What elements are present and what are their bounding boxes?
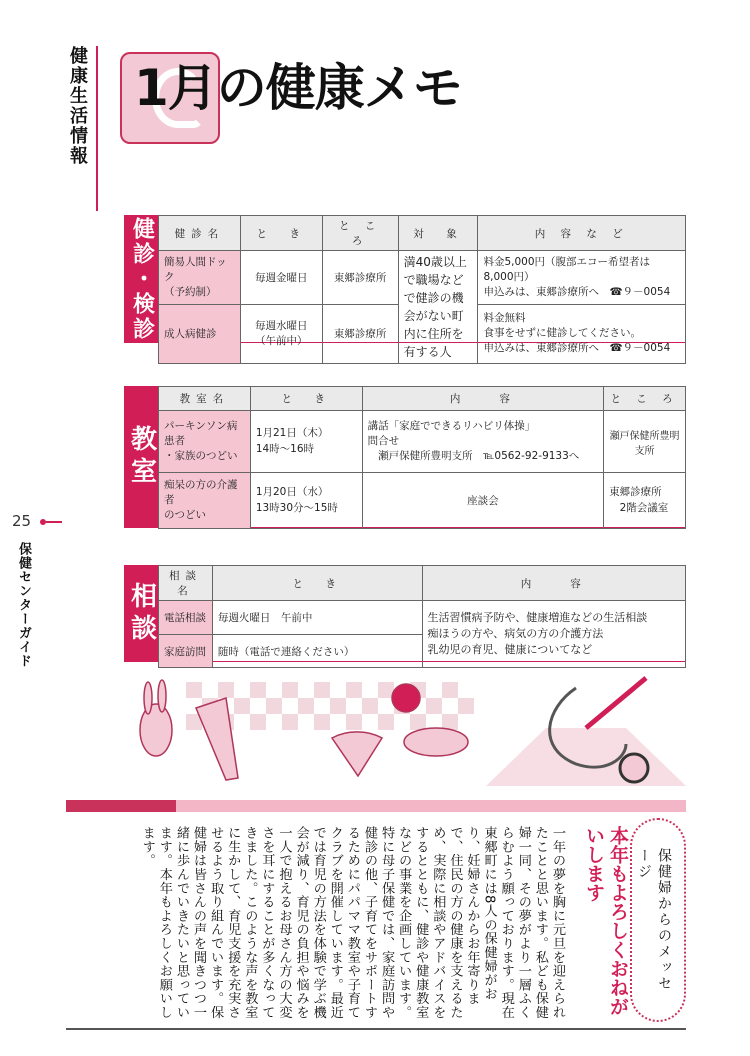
classroom-content: 座談会 [362, 473, 604, 529]
checkup-target: 満40歳以上で職場などで健診の機会がない町内に住所を有する人 [398, 251, 478, 364]
side-section-title: 健康生活情報 [67, 46, 88, 166]
checkup-header-content: 内 容 な ど [478, 216, 686, 251]
table-row [159, 411, 686, 473]
new-year-illustration [66, 668, 686, 798]
checkup-section-label: 健診・検診 [125, 216, 159, 342]
classroom-name: 痴呆の方の介護者 のつどい [159, 473, 251, 529]
table-row [159, 251, 686, 305]
classroom-header-name: 教室名 [159, 387, 251, 411]
side-rule [96, 46, 98, 211]
message-heading: 保健婦からのメッセージ [636, 848, 672, 992]
consult-header-content: 内 容 [422, 566, 686, 601]
message-body: 一年の夢を胸に元旦を迎えられたことと思います。私ども保健婦一同、その夢がより一層ふくらむよう願っております。現在東郷町には8人の保健婦がおり、妊婦さんからお年寄りまで、住民の方の健康を支えるため、実際に相談やアドバイスをするとともに、健診や健康教室などの事業を企画しています。特に母子保健では、家庭訪問や健診の他、子育てをサポートするためにパパママ教室や子育てクラブを開催しています。最近では育児の方法を体験で学ぶ機会が減り、育児の負担や悩みを一人で抱えるお母さん方の大変さを耳にすることが多くなってきました。このような声を教室に生かして、育児支援を充実させるよう取り組んでいます。保健婦は皆さんの声を聞きつつ一緒に歩んでいきたいと思っています。本年もよろしくお願いします。 [139, 826, 565, 1020]
page-marker-line [46, 521, 62, 523]
checkup-table [158, 215, 686, 364]
consult-name: 家庭訪問 [159, 635, 213, 668]
consult-name: 電話相談 [159, 601, 213, 635]
classroom-name: パーキンソン病患者 ・家族のつどい [159, 411, 251, 473]
consult-table [158, 565, 686, 668]
checkup-name: 簡易人間ドック （予約制） [159, 251, 241, 305]
classroom-section-label: 教室 [125, 387, 159, 527]
checkup-when: 毎週水曜日 （午前中） [240, 304, 322, 363]
checkup-where: 東郷診療所 [322, 304, 398, 363]
consult-header-when: と き [212, 566, 422, 601]
side-guide-label: 保健センターガイド [16, 542, 31, 668]
checkup-name: 成人病健診 [159, 304, 241, 363]
classroom-header-where: と こ ろ [604, 387, 686, 411]
checkup-header-name: 健診名 [159, 216, 241, 251]
dark-divider-band [66, 800, 176, 812]
consult-when: 毎週火曜日 午前中 [212, 601, 422, 635]
classroom-when: 1月20日（水） 13時30分～15時 [250, 473, 362, 529]
classroom-header-content: 内 容 [362, 387, 604, 411]
consult-when: 随時（電話で連絡ください） [212, 635, 422, 668]
classroom-header-when: と き [250, 387, 362, 411]
checkup-where: 東郷診療所 [322, 251, 398, 305]
consult-header-name: 相談名 [159, 566, 213, 601]
table-row [159, 473, 686, 529]
classroom-where: 瀬戸保健所豊明支所 [604, 411, 686, 473]
classroom-when: 1月21日（木） 14時～16時 [250, 411, 362, 473]
checkup-header-when: と き [240, 216, 322, 251]
message-highlight: 本年もよろしくおねがいします [583, 826, 629, 1016]
page-title: 1月の健康メモ [134, 59, 462, 117]
table-row [159, 601, 686, 635]
classroom-content: 講話「家庭でできるリハビリ体操」 問合せ 瀬戸保健所豊明支所 ℡0562-92-9133へ [362, 411, 604, 473]
classroom-where: 東郷診療所 2階会議室 [604, 473, 686, 529]
consult-content: 生活習慣病予防や、健康増進などの生活相談 痴ほうの方や、病気の方の介護方法 乳幼児の育児、健康についてなど [422, 601, 686, 668]
checkup-when: 毎週金曜日 [240, 251, 322, 305]
checkup-content: 料金5,000円（腹部エコー希望者は8,000円） 申込みは、東郷診療所へ ☎９－0054 [478, 251, 686, 305]
checkup-content: 料金無料 食事をせずに健診してください。 申込みは、東郷診療所へ ☎９－0054 [478, 304, 686, 363]
checkup-header-target: 対 象 [398, 216, 478, 251]
checkup-header-where: と こ ろ [322, 216, 398, 251]
bottom-rule [66, 1028, 686, 1030]
classroom-table [158, 386, 686, 529]
consult-section-label: 相談 [125, 566, 159, 661]
page-number: 25 [12, 512, 32, 530]
